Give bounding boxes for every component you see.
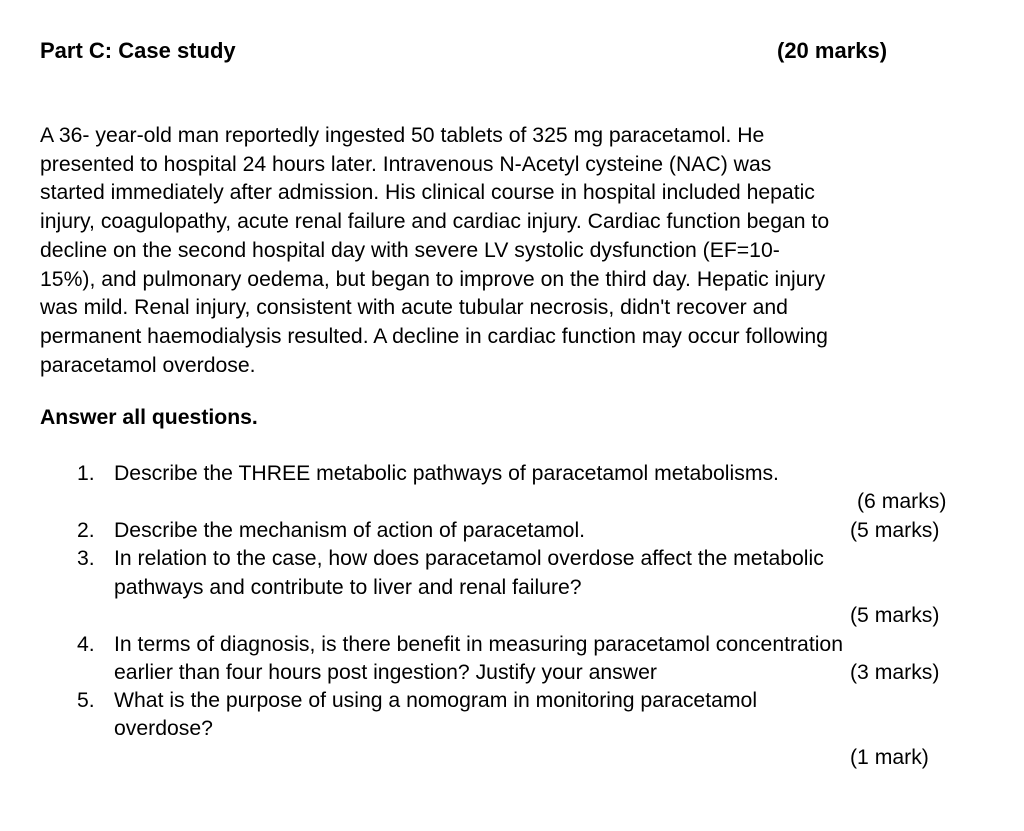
question-number: 3. (77, 547, 95, 570)
question-text: overdose? (114, 717, 213, 740)
question-marks: (3 marks) (850, 661, 940, 684)
question-number: 1. (77, 462, 95, 485)
question-text: Describe the THREE metabolic pathways of paracetamol metabolisms. (114, 462, 779, 485)
case-paragraph (40, 122, 975, 380)
case-line: 15%), and pulmonary oedema, but began to improve on the third day. Hepatic injury (40, 267, 826, 291)
instruction-heading: Answer all questions. (40, 406, 258, 429)
case-line: presented to hospital 24 hours later. Intravenous N-Acetyl cysteine (NAC) was (40, 152, 772, 176)
question-text: pathways and contribute to liver and renal failure? (114, 576, 582, 599)
case-line: paracetamol overdose. (40, 353, 256, 377)
case-line: permanent haemodialysis resulted. A decline in cardiac function may occur following (40, 324, 828, 348)
case-line: A 36- year-old man reportedly ingested 50 tablets of 325 mg paracetamol. He (40, 124, 765, 147)
question-text: Describe the mechanism of action of paracetamol. (114, 519, 586, 542)
question-marks: (5 marks) (850, 604, 940, 627)
question-number: 2. (77, 519, 95, 542)
section-title: Part C: Case study (40, 38, 236, 63)
question-text: In terms of diagnosis, is there benefit in measuring paracetamol concentration (114, 633, 844, 656)
question-number: 5. (77, 689, 95, 712)
question-marks: (6 marks) (857, 490, 947, 513)
case-line: injury, coagulopathy, acute renal failure and cardiac injury. Cardiac function began to (40, 210, 830, 234)
case-line: was mild. Renal injury, consistent with acute tubular necrosis, didn't recover and (40, 296, 788, 320)
question-text: What is the purpose of using a nomogram in monitoring paracetamol (114, 689, 758, 712)
question-text: In relation to the case, how does paracetamol overdose affect the metabolic (114, 547, 824, 570)
case-line: started immediately after admission. His clinical course in hospital included hepatic (40, 181, 815, 205)
question-marks: (1 mark) (850, 746, 929, 769)
question-number: 4. (77, 633, 95, 656)
section-marks: (20 marks) (777, 38, 888, 63)
question-text: earlier than four hours post ingestion? Justify your answer (114, 661, 657, 684)
question-marks: (5 marks) (850, 519, 940, 542)
case-line: decline on the second hospital day with severe LV systolic dysfunction (EF=10- (40, 238, 780, 262)
